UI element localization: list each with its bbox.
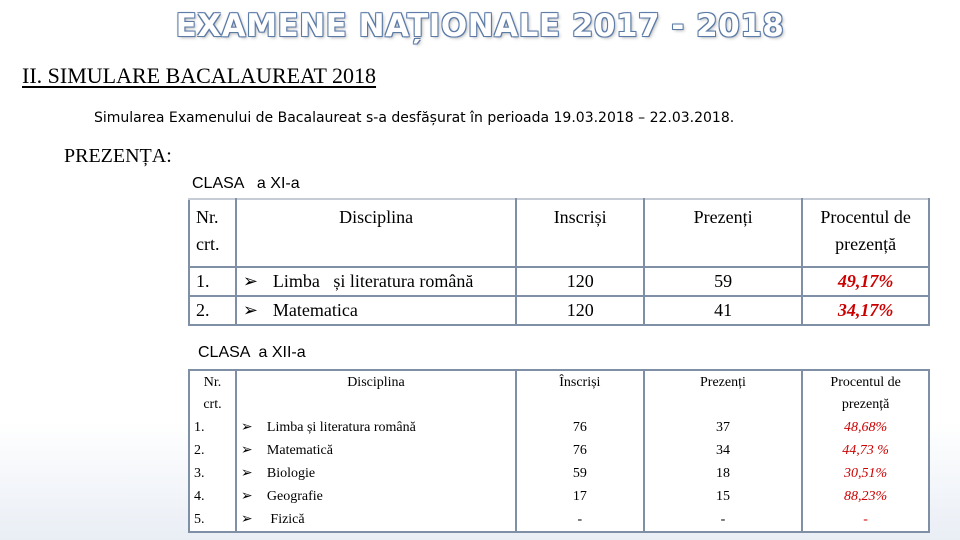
row-nr: 2. [189,439,236,462]
table-header-row [189,370,929,416]
row-present: 59 [644,267,802,296]
bullet-arrow-icon: ➢ [242,300,259,321]
header-nr-line1: Nr. [196,207,219,227]
table-row [189,296,929,325]
row-enrolled: 120 [516,296,644,325]
header-percent-line2: prezență [841,397,890,412]
row-percent: 88,23% [802,485,929,508]
presence-heading: PREZENȚA: [64,145,172,167]
class-xi-label: CLASA a XI-a [192,175,300,192]
row-percent: 44,73 % [802,439,929,462]
header-percent [802,370,929,416]
row-nr: 4. [189,485,236,508]
row-present: 18 [644,462,803,485]
bullet-arrow-icon: ➢ [242,271,259,292]
class-xii-table [188,369,930,533]
table-row [189,416,929,439]
row-percent: - [802,508,929,532]
table-row [189,462,929,485]
discipline-label: Geografie [266,489,323,504]
header-present: Prezenți [644,199,802,267]
row-present: 34 [644,439,803,462]
section-heading: II. SIMULARE BACALAUREAT 2018 [22,63,377,88]
discipline-label: Limba și literatura română [266,420,416,435]
bullet-arrow-icon: ➢ [240,465,253,481]
row-present: 37 [644,416,803,439]
header-enrolled: Înscriși [516,370,644,416]
row-present: 41 [644,296,802,325]
row-percent: 30,51% [802,462,929,485]
row-percent: 49,17% [802,267,929,296]
row-nr: 5. [189,508,236,532]
discipline-label: Biologie [266,466,316,481]
discipline-label: Matematica [272,300,358,320]
table-row [189,508,929,532]
bullet-arrow-icon: ➢ [240,511,253,527]
row-enrolled: 17 [516,485,644,508]
class-xii-label: CLASA a XII-a [198,344,306,361]
bullet-arrow-icon: ➢ [240,419,253,435]
table-row [189,485,929,508]
row-discipline [236,416,516,439]
row-enrolled: 120 [516,267,644,296]
row-discipline [236,485,516,508]
row-discipline [236,296,517,325]
header-nr [189,199,236,267]
table-row [189,267,929,296]
discipline-label: Fizică [266,512,305,527]
row-present: 15 [644,485,803,508]
discipline-label: Limba și literatura română [272,271,474,291]
row-discipline [236,508,516,532]
bullet-arrow-icon: ➢ [240,442,253,458]
row-enrolled: 59 [516,462,644,485]
header-nr [189,370,236,416]
discipline-label: Matematică [266,443,333,458]
header-present: Prezenți [644,370,803,416]
header-percent-line2: prezență [835,234,897,254]
table-row [189,439,929,462]
period-note: Simularea Examenului de Bacalaureat s-a desfășurat în perioada 19.03.2018 – 22.03.2018. [94,110,735,126]
row-enrolled: 76 [516,416,644,439]
header-nr-line1: Nr. [203,375,222,390]
header-nr-line2: crt. [203,397,222,412]
row-nr: 2. [189,296,236,325]
class-xi-table [188,198,930,326]
row-present: - [644,508,803,532]
row-discipline [236,439,516,462]
row-nr: 1. [189,416,236,439]
header-enrolled: Inscriși [516,199,644,267]
row-enrolled: 76 [516,439,644,462]
row-percent: 34,17% [802,296,929,325]
header-percent-line1: Procentul de [830,375,901,390]
row-percent: 48,68% [802,416,929,439]
row-discipline [236,462,516,485]
header-discipline: Disciplina [236,370,516,416]
header-percent-line1: Procentul de [820,207,911,227]
slide-title: EXAMENE NAȚIONALE 2017 - 2018 [175,8,785,44]
header-percent [802,199,929,267]
row-enrolled: - [516,508,644,532]
row-nr: 1. [189,267,236,296]
row-nr: 3. [189,462,236,485]
table-header-row [189,199,929,267]
header-nr-line2: crt. [196,234,220,254]
row-discipline [236,267,517,296]
header-discipline: Disciplina [236,199,517,267]
bullet-arrow-icon: ➢ [240,488,253,504]
